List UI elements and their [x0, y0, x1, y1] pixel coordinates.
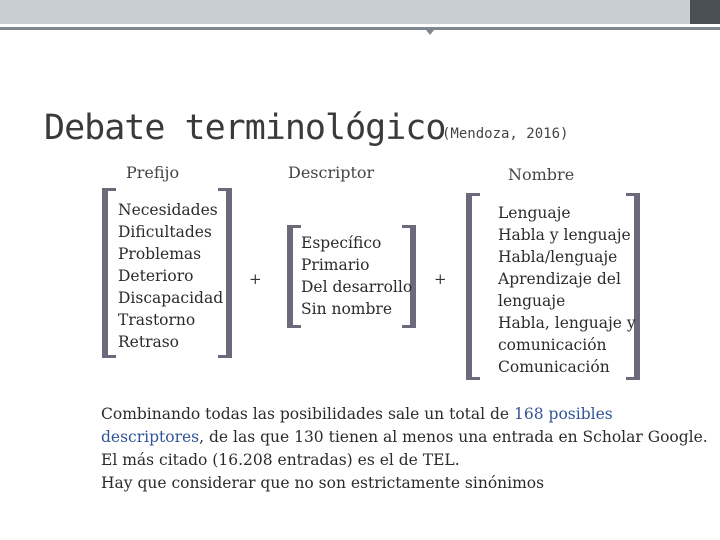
summary-paragraph: [101, 403, 708, 495]
list-item: Específico: [301, 234, 382, 252]
list-item: Comunicación: [498, 358, 610, 376]
summary-line-2: [101, 426, 708, 449]
slide-title: Debate terminológico: [44, 108, 446, 148]
top-decor-line: [0, 27, 720, 30]
list-item: Habla, lenguaje y: [498, 314, 636, 332]
nombre-list: [498, 202, 636, 378]
summary-line-1: [101, 403, 708, 426]
list-item: lenguaje: [498, 292, 566, 310]
top-decor-corner: [690, 0, 720, 24]
slide-citation: (Mendoza, 2016): [442, 126, 569, 142]
list-item: Trastorno: [118, 311, 196, 329]
list-item: Necesidades: [118, 201, 218, 219]
list-item: Discapacidad: [118, 289, 224, 307]
top-decor-tick: [426, 30, 434, 35]
descriptor-bracket-left: [287, 225, 301, 328]
nombre-bracket-left: [466, 193, 480, 380]
summary-line-4: Hay que considerar que no son estrictamente sinónimos: [101, 474, 545, 492]
list-item: Deterioro: [118, 267, 194, 285]
header-descriptor: Descriptor: [288, 163, 375, 182]
list-item: Del desarrollo: [301, 278, 413, 296]
header-nombre: Nombre: [508, 165, 575, 184]
header-prefijo: Prefijo: [126, 163, 180, 182]
list-item: Primario: [301, 256, 370, 274]
list-item: Lenguaje: [498, 204, 571, 222]
summary-text: Combinando todas las posibilidades sale un total de: [101, 405, 515, 423]
prefijo-list: [118, 199, 223, 353]
descriptor-list: [301, 232, 412, 320]
list-item: Habla y lenguaje: [498, 226, 631, 244]
summary-text: , de las que 130 tienen al menos una entrada en Scholar Google.: [199, 428, 708, 446]
summary-highlight: descriptores: [101, 428, 200, 446]
list-item: Retraso: [118, 333, 180, 351]
plus-operator-2: +: [434, 270, 447, 288]
plus-operator-1: +: [249, 270, 262, 288]
list-item: Problemas: [118, 245, 202, 263]
list-item: Dificultades: [118, 223, 212, 241]
summary-line-3: El más citado (16.208 entradas) es el de TEL.: [101, 451, 460, 469]
list-item: comunicación: [498, 336, 607, 354]
list-item: Sin nombre: [301, 300, 393, 318]
prefijo-bracket-left: [102, 188, 116, 358]
summary-highlight: 168 posibles: [514, 405, 613, 423]
list-item: Habla/lenguaje: [498, 248, 618, 266]
list-item: Aprendizaje del: [498, 270, 621, 288]
top-decor-bar: [0, 0, 720, 24]
